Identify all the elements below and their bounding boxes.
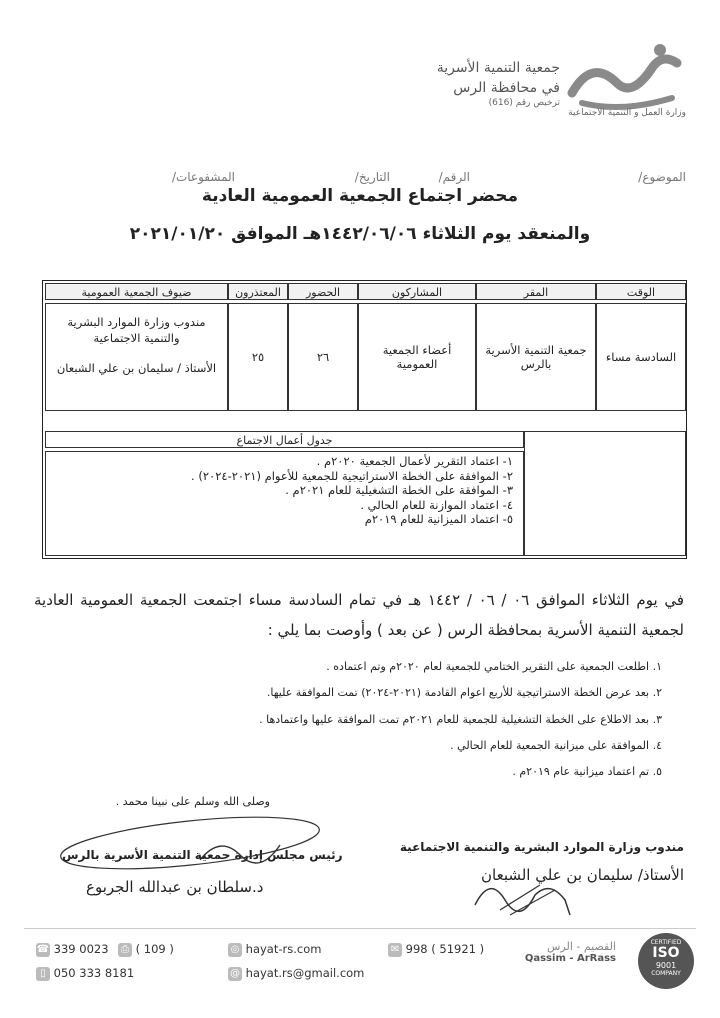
recommendation-item: ١. اطلعت الجمعية على التقرير الختامي للجمعية لعام ٢٠٢٠م وتم اعتماده . bbox=[326, 660, 662, 673]
iso-badge bbox=[638, 933, 694, 989]
region bbox=[520, 940, 616, 964]
agenda-list bbox=[45, 451, 524, 556]
phone-number: 339 0023 bbox=[53, 942, 109, 956]
left-signature bbox=[50, 815, 340, 879]
mobile-number: 050 333 8181 bbox=[53, 966, 135, 980]
agenda-item: ٥- اعتماد الميزانية للعام ٢٠١٩م bbox=[364, 512, 513, 526]
header-guests: ضيوف الجمعية العمومية bbox=[45, 283, 228, 300]
website-contact bbox=[228, 942, 321, 957]
cell-guests bbox=[45, 303, 228, 411]
cell-apologies: ٢٥ bbox=[228, 303, 288, 411]
recommendation-item: ٥. تم اعتماد ميزانية عام ٢٠١٩م . bbox=[512, 765, 662, 778]
right-signature bbox=[470, 870, 580, 924]
iso-company: COMPANY bbox=[651, 970, 681, 977]
website-link[interactable]: hayat-rs.com bbox=[245, 942, 322, 956]
header-venue: المقر bbox=[476, 283, 596, 300]
guests-line2: الأستاذ / سليمان بن علي الشبعان bbox=[56, 361, 217, 375]
org-location: في محافظة الرس bbox=[453, 80, 560, 96]
phone-contact bbox=[36, 942, 109, 957]
fax-number: ( 109 ) bbox=[135, 942, 174, 956]
right-signatory-name: الأستاذ/ سليمان بن علي الشبعان bbox=[481, 866, 684, 884]
left-signatory-name: د.سلطان بن عبدالله الجربوع bbox=[86, 878, 264, 896]
agenda-item: ٢- الموافقة على الخطة الاستراتيجية للجمعية للأعوام (٢٠٢١-٢٠٢٤) . bbox=[191, 468, 513, 483]
recommendation-item: ٤. الموافقة على ميزانية الجمعية للعام الحالي . bbox=[450, 739, 662, 752]
agenda-item: ٣- الموافقة على الخطة التشغيلية للعام ٢٠٢١م . bbox=[285, 483, 513, 497]
attachments-label: المشفوعات/ bbox=[171, 170, 235, 184]
cell-venue: جمعية التنمية الأسرية بالرس bbox=[476, 303, 596, 411]
cell-participants: أعضاء الجمعية العمومية bbox=[358, 303, 476, 411]
iso-label: ISO bbox=[652, 945, 680, 961]
iso-certified: CERTIFIED bbox=[650, 939, 682, 946]
region-english: Qassim - ArRass bbox=[524, 953, 616, 964]
agenda-item: ١- اعتماد التقرير لأعمال الجمعية ٢٠٢٠م . bbox=[316, 454, 513, 468]
header-attendance: الحضور bbox=[288, 283, 358, 300]
region-arabic: القصيم - الرس bbox=[546, 940, 616, 953]
document-title: محضر اجتماع الجمعية العمومية العادية bbox=[201, 186, 519, 206]
phone-icon: ☎ bbox=[36, 943, 50, 955]
date-label: التاريخ/ bbox=[354, 170, 390, 184]
number-label: الرقم/ bbox=[438, 170, 470, 184]
minutes-paragraph: في يوم الثلاثاء الموافق ٠٦ / ٠٦ / ١٤٤٢ هـ في تمام السادسة مساء اجتمعت الجمعية العمومية العادية لجمعية التنمية الأسرية بمحافظة الرس ( عن بعد ) وأوصت بما يلي : bbox=[34, 591, 685, 639]
document-subtitle: والمنعقد يوم الثلاثاء ١٤٤٢/٠٦/٠٦هـ الموافق ٢٠٢١/٠١/٢٠ bbox=[129, 224, 591, 244]
header-time: الوقت bbox=[596, 283, 686, 300]
closing-text: وصلى الله وسلم على نبينا محمد . bbox=[115, 795, 270, 808]
pobox-number: 998 ( 51921 ) bbox=[405, 942, 485, 956]
header-participants: المشاركون bbox=[358, 283, 476, 300]
meeting-table bbox=[42, 280, 687, 559]
iso-number: 9001 bbox=[655, 961, 677, 970]
logo bbox=[562, 38, 687, 118]
agenda-side-cell bbox=[524, 431, 686, 556]
pobox-contact bbox=[388, 942, 484, 957]
right-signatory-title: مندوب وزارة الموارد البشرية والتنمية الاجتماعية bbox=[399, 840, 684, 854]
mobile-contact bbox=[36, 966, 134, 981]
recommendation-item: ٣. بعد الاطلاع على الخطة التشغيلية للجمعية للعام ٢٠٢١م تمت الموافقة عليها واعتمادها . bbox=[259, 713, 662, 726]
globe-icon: ◎ bbox=[228, 943, 242, 957]
org-name: جمعية التنمية الأسرية bbox=[436, 60, 560, 76]
fax-icon: ⎙ bbox=[118, 943, 132, 957]
subject-label: الموضوع/ bbox=[638, 170, 686, 184]
cell-attendance: ٢٦ bbox=[288, 303, 358, 411]
agenda-item: ٤- اعتماد الموازنة للعام الحالي . bbox=[360, 497, 513, 512]
fax-contact bbox=[118, 942, 174, 957]
footer-divider bbox=[24, 928, 696, 929]
ministry-name: وزارة العمل و التنمية الاجتماعية bbox=[568, 108, 686, 118]
header-apologies: المعتذرون bbox=[228, 283, 288, 300]
mailbox-icon: ✉ bbox=[388, 943, 402, 957]
recommendation-item: ٢. بعد عرض الخطة الاستراتيجية للأربع اعوام القادمة (٢٠٢١-٢٠٢٤) تمت الموافقة عليها. bbox=[266, 686, 662, 699]
left-signatory-title: رئيس مجلس إدارة جمعية التنمية الأسرية بالرس bbox=[62, 848, 343, 862]
email-icon: @ bbox=[230, 967, 240, 979]
email-contact bbox=[228, 966, 364, 981]
mobile-icon: ▯ bbox=[36, 967, 50, 981]
guests-line1: مندوب وزارة الموارد البشرية والتنمية الاجتماعية bbox=[67, 315, 206, 345]
email-link[interactable]: hayat.rs@gmail.com bbox=[245, 966, 365, 980]
license-number: ترخيص رقم (616) bbox=[488, 98, 560, 108]
cell-time: السادسة مساء bbox=[596, 303, 686, 411]
agenda-title: جدول أعمال الاجتماع bbox=[45, 431, 524, 448]
